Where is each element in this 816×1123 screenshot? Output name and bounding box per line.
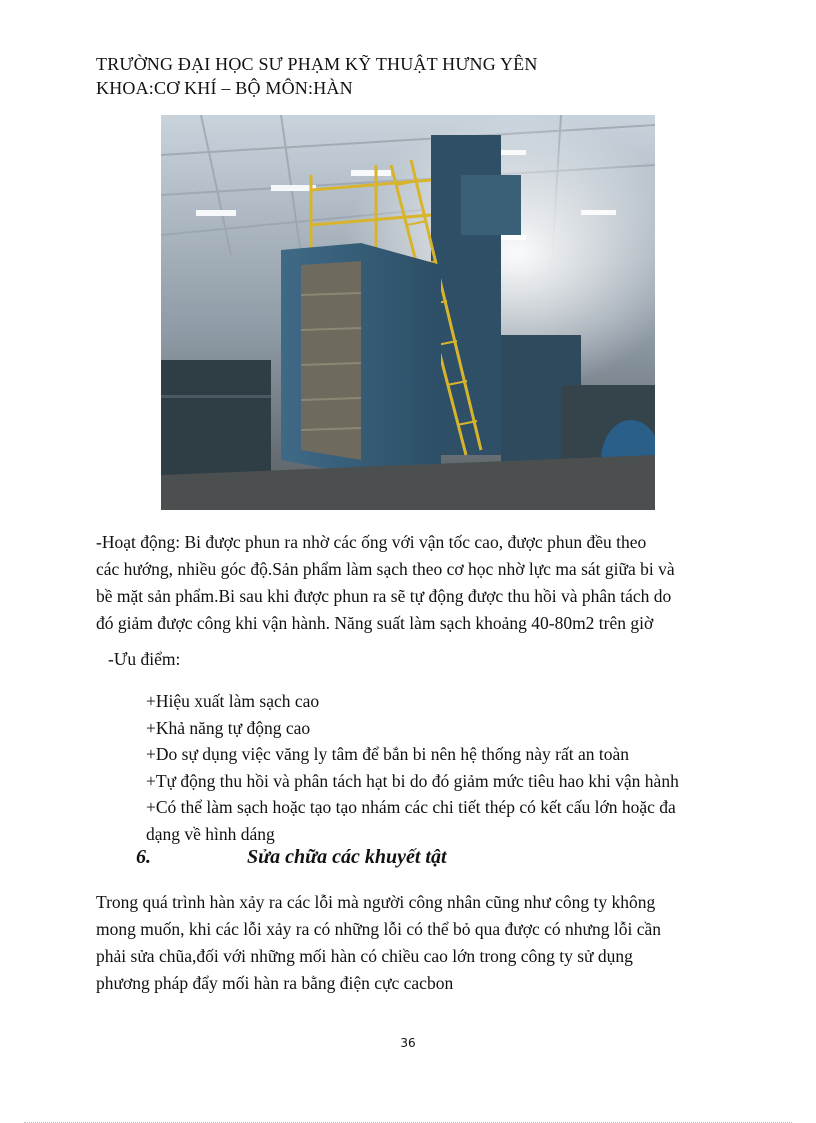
advantages-title: -Ưu điểm: xyxy=(108,649,181,669)
operation-line: -Hoạt động: Bi được phun ra nhờ các ống với vận tốc cao, được phun đều theo xyxy=(96,532,647,552)
list-item: dạng về hình dáng xyxy=(146,823,275,844)
list-item: +Có thể làm sạch hoặc tạo tạo nhám các chi tiết thép có kết cấu lớn hoặc đa xyxy=(146,797,676,817)
document-header xyxy=(96,52,538,100)
section-title: Sửa chữa các khuyết tật xyxy=(247,846,447,868)
list-item: +Hiệu xuất làm sạch cao xyxy=(146,691,320,711)
repair-paragraph xyxy=(96,889,661,997)
repair-line: mong muốn, khi các lỗi xảy ra có những lỗi có thể bỏ qua được có nhưng lỗi cần xyxy=(96,919,662,939)
operation-line: bề mặt sản phẩm.Bi sau khi được phun ra sẽ tự động được thu hồi và phân tách do xyxy=(96,586,672,606)
list-item: +Tự động thu hồi và phân tách hạt bi do đó giảm mức tiêu hao khi vận hành xyxy=(146,770,679,791)
list-item: +Khả năng tự động cao xyxy=(146,717,311,738)
operation-line: đó giảm được công khi vận hành. Năng suất làm sạch khoảng 40-80m2 trên giờ xyxy=(96,613,654,633)
list-item: +Do sự dụng việc văng ly tâm để bắn bi nên hệ thống này rất an toàn xyxy=(146,744,629,764)
section-number: 6. xyxy=(136,846,151,868)
operation-line: các hướng, nhiều góc độ.Sản phẩm làm sạch theo cơ học nhờ lực ma sát giữa bi và xyxy=(96,559,675,579)
repair-line: phải sửa chũa,đối với những mối hàn có chiều cao lớn trong công ty sử dụng xyxy=(96,946,633,966)
machine-photo xyxy=(161,115,655,510)
repair-line: phương pháp đẩy mối hàn ra bằng điện cực cacbon xyxy=(96,973,454,993)
school-name: TRƯỜNG ĐẠI HỌC SƯ PHẠM KỸ THUẬT HƯNG YÊN xyxy=(96,54,538,74)
faculty-name: KHOA:CƠ KHÍ – BỘ MÔN:HÀN xyxy=(96,78,353,98)
repair-line: Trong quá trình hàn xảy ra các lỗi mà người công nhân cũng như công ty không xyxy=(96,892,656,912)
operation-paragraph xyxy=(96,529,675,637)
industrial-shot-blasting-machine-photo-icon xyxy=(161,115,655,510)
page-number: 36 xyxy=(400,1036,416,1050)
advantages-list xyxy=(146,688,679,847)
